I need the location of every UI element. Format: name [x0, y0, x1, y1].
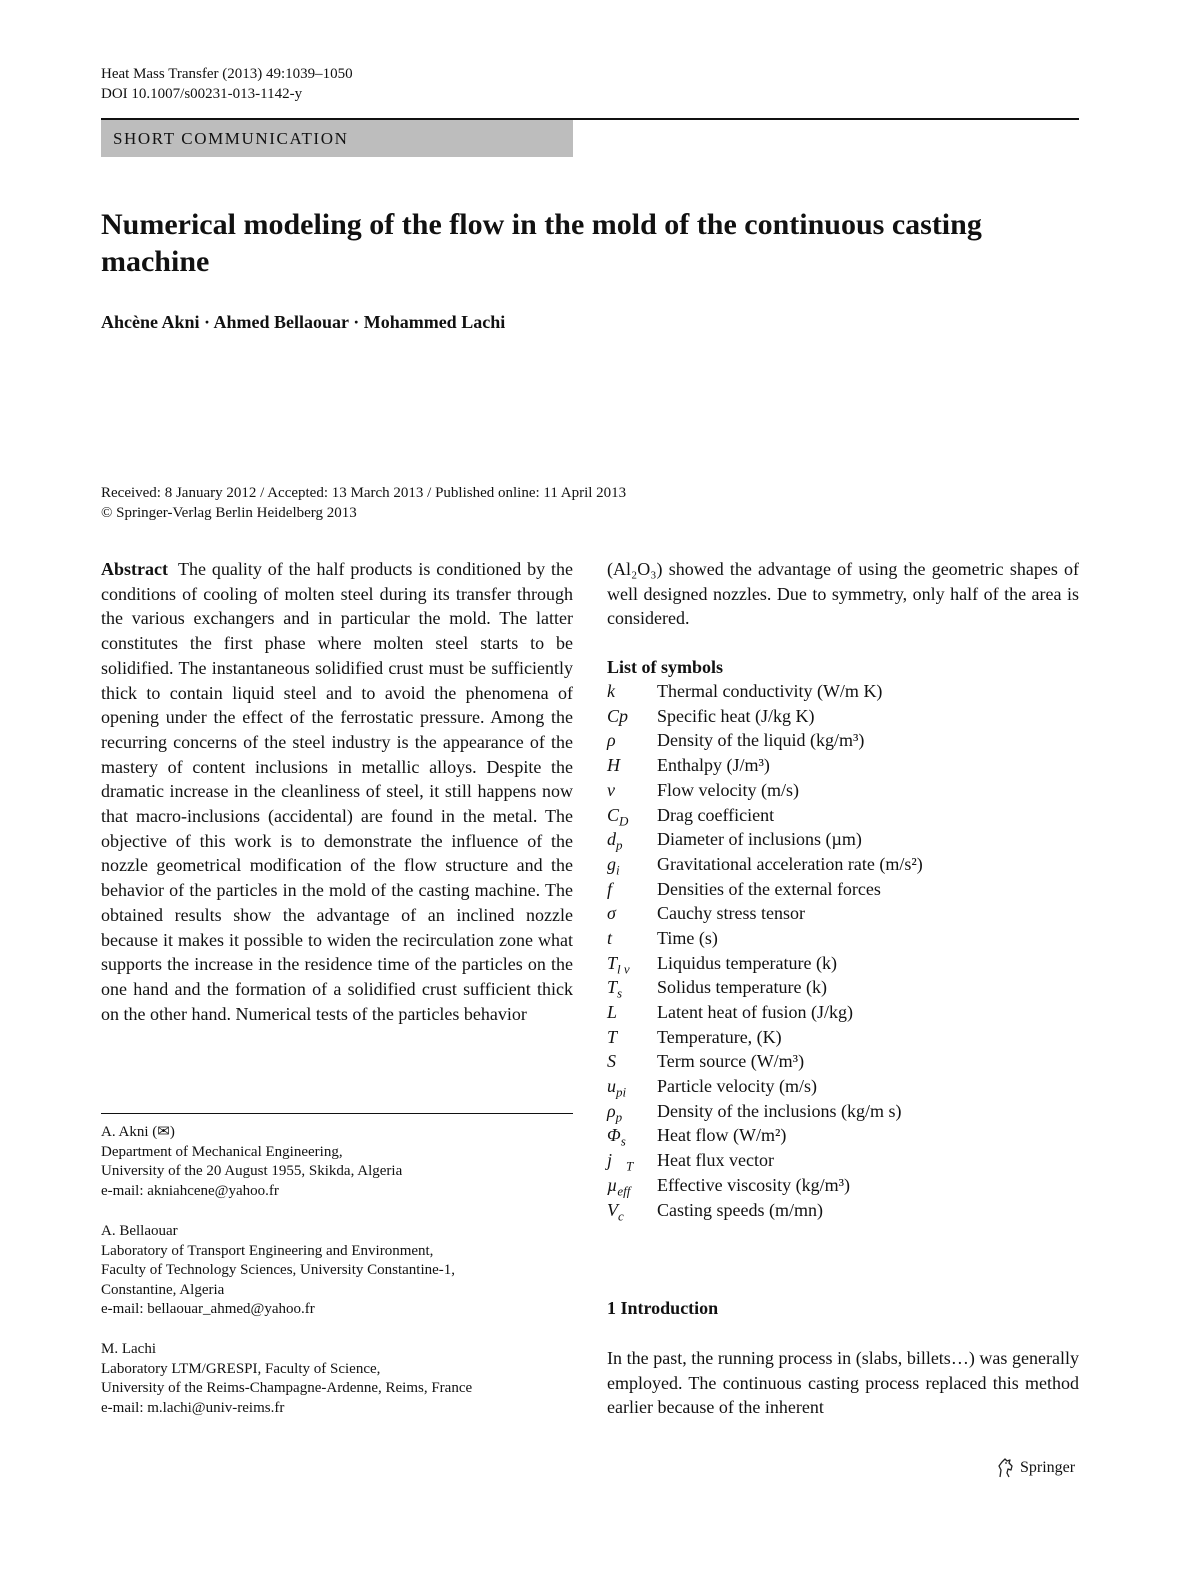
symbol-description: Casting speeds (m/mn): [657, 1199, 823, 1220]
symbol: t: [607, 927, 613, 948]
symbol: $d_p$: [607, 829, 623, 853]
symbol: $C_D$: [607, 804, 629, 829]
symbol-description: Diameter of inclusions (µm): [657, 829, 862, 850]
affiliation-line: Constantine, Algeria: [101, 1281, 225, 1298]
email-link[interactable]: e-mail: akniahcene@yahoo.fr: [101, 1182, 279, 1199]
symbol-row: [607, 1025, 1079, 1050]
affiliation-lachi: [101, 1340, 573, 1418]
symbol-description: Thermal conductivity (W/m K): [657, 681, 883, 702]
journal-line: Heat Mass Transfer (2013) 49:1039–1050: [101, 66, 353, 82]
symbol: v⃗: [607, 779, 629, 800]
affiliation-akni: [101, 1123, 573, 1201]
symbol: Cp: [607, 705, 629, 726]
symbol: $V_c$: [607, 1199, 624, 1224]
symbol-description: Heat flow (W/m²): [657, 1125, 787, 1146]
email-link[interactable]: e-mail: m.lachi@univ-reims.fr: [101, 1399, 285, 1416]
affiliation-name: A. Bellaouar: [101, 1223, 178, 1239]
abstract-label: Abstract: [101, 559, 168, 579]
symbol-description: Effective viscosity (kg/m³): [657, 1174, 851, 1195]
symbol-row: [607, 926, 1079, 951]
symbol-description: Drag coefficient: [657, 804, 775, 825]
symbol-row: [607, 1000, 1079, 1025]
symbol-row: [607, 901, 1079, 926]
symbol-row: [607, 1074, 1079, 1099]
symbol-row: [607, 975, 1079, 1000]
symbol-row: [607, 1049, 1079, 1074]
symbol: µ$_{eff}$: [607, 1174, 631, 1199]
publisher-name: Springer: [1020, 1459, 1076, 1476]
symbol-description: Heat flux vector: [657, 1150, 774, 1171]
footnote-rule: [101, 1113, 573, 1114]
symbol-description: Latent heat of fusion (J/kg): [657, 1002, 853, 1023]
symbol-row: [607, 1173, 1079, 1198]
journal-reference: [101, 64, 353, 104]
publication-dates: [101, 483, 626, 523]
symbol-description: Enthalpy (J/m³): [657, 755, 770, 776]
publisher-logo: [997, 1458, 1075, 1478]
history-line: Received: 8 January 2012 / Accepted: 13 March 2013 / Published online: 11 April 2013: [101, 485, 627, 501]
introduction-section: [607, 1346, 1079, 1420]
symbol: $\rho_p$: [607, 1100, 623, 1125]
symbol-row: [607, 1148, 1079, 1173]
symbol-description: Density of the inclusions (kg/m s): [657, 1100, 902, 1121]
symbol-description: Liquidus temperature (k): [657, 952, 837, 973]
symbol: L: [607, 1002, 618, 1023]
symbol-description: Specific heat (J/kg K): [657, 705, 815, 726]
symbol: S: [607, 1051, 616, 1072]
symbol-description: Term source (W/m³): [657, 1051, 805, 1072]
symbol-description: Cauchy stress tensor: [657, 903, 805, 924]
symbol-row: [607, 753, 1079, 778]
abstract-paragraph: [101, 557, 573, 1026]
affiliation-line: Faculty of Technology Sciences, University Constantine-1,: [101, 1262, 456, 1279]
symbol-description: Densities of the external forces: [657, 878, 881, 899]
article-title: Numerical modeling of the flow in the mold of the continuous casting machine: [101, 208, 982, 278]
symbol-description: Density of the liquid (kg/m³): [657, 730, 865, 751]
symbol-description: Solidus temperature (k): [657, 977, 827, 998]
symbol: $g_i$: [607, 853, 620, 878]
symbol-row: [607, 679, 1079, 704]
right-column: [607, 557, 1079, 1222]
affiliation-name: M. Lachi: [101, 1341, 156, 1357]
springer-horse-icon: [997, 1458, 1015, 1478]
section-type-banner: SHORT COMMUNICATION: [101, 120, 573, 157]
affiliation-line: Laboratory of Transport Engineering and Environment,: [101, 1242, 434, 1259]
symbol: $T_s$: [607, 977, 623, 1001]
symbol-row: [607, 1123, 1079, 1148]
symbol-row: [607, 877, 1079, 902]
affiliation-bellaouar: [101, 1222, 573, 1320]
symbol-description: Particle velocity (m/s): [657, 1076, 817, 1097]
symbol-description: Temperature, (K): [657, 1026, 782, 1047]
symbol: σ: [607, 903, 616, 924]
symbol: $j⃗_T$: [607, 1150, 634, 1174]
email-link[interactable]: e-mail: bellaouar_ahmed@yahoo.fr: [101, 1301, 315, 1318]
abstract-section: [101, 557, 573, 1026]
symbol: k: [607, 681, 615, 702]
symbol-row: [607, 778, 1079, 803]
symbol-description: Flow velocity (m/s): [657, 779, 799, 800]
symbol: $\Phi_s$: [607, 1125, 626, 1150]
symbol-row: [607, 951, 1079, 976]
symbol-description: Gravitational acceleration rate (m/s²): [657, 853, 923, 874]
author-list: Ahcène Akni · Ahmed Bellaouar · Mohammed Lachi: [101, 312, 506, 332]
abstract-text: The quality of the half products is conditioned by the conditions of cooling of molten steel during its transfer through the various exchangers and in particular the mold. The latter constitutes the first phase where molten steel starts to be solidified. The instantaneous solidified crust must be sufficiently thick to contain liquid steel and to avoid the phenomena of opening under the effect of the ferrostatic pressure. Among the recurring concerns of the steel industry is the appearance of the mastery of content inclusions in metallic alloys. Despite the dramatic increase in the cleanliness of steel, it still happens now that macro-inclusions (accidental) are found in the metal. The objective of this work is to demonstrate the influence of the nozzle geometrical modification of the flow structure and the behavior of the particles in the mold of the casting machine. The obtained results show the advantage of an inclined nozzle because it makes it possible to widen the recirculation zone what supports the increase in the residence time of the particles on the one hand and the formation of a solidified crust sufficient thick on the other hand. Numerical tests of the particles behavior: [101, 559, 573, 1024]
affiliation-line: University of the 20 August 1955, Skikda, Algeria: [101, 1163, 403, 1180]
doi-line: DOI 10.1007/s00231-013-1142-y: [101, 86, 303, 102]
copyright-line: © Springer-Verlag Berlin Heidelberg 2013: [101, 505, 357, 521]
symbol: T: [607, 1026, 618, 1047]
symbol-row: [607, 1099, 1079, 1124]
symbol-row: [607, 704, 1079, 729]
symbol-row: [607, 827, 1079, 852]
symbol-row: [607, 852, 1079, 877]
affiliation-name: A. Akni (✉): [101, 1124, 175, 1140]
introduction-paragraph: In the past, the running process in (slabs, billets…) was generally employed. The continuous casting process replaced this method earlier because of the inherent: [607, 1348, 1079, 1418]
symbol-row: [607, 1198, 1079, 1223]
affiliation-line: Laboratory LTM/GRESPI, Faculty of Science,: [101, 1360, 381, 1377]
symbol: H: [607, 755, 620, 776]
symbols-heading: List of symbols: [607, 657, 724, 678]
symbol: f⃗: [607, 878, 627, 899]
section-heading-introduction: 1 Introduction: [607, 1298, 719, 1318]
symbol: $u_{pi}$: [607, 1076, 627, 1100]
abstract-continuation: (Al₂O₃) showed the advantage of using the geometric shapes of well designed nozzles. Due to symmetry, only half of the area is considered.: [607, 559, 1079, 629]
symbol-description: Time (s): [657, 927, 718, 948]
affiliation-line: Department of Mechanical Engineering,: [101, 1143, 343, 1160]
symbol: $T_{l v}$: [607, 952, 630, 977]
symbol: ρ: [607, 730, 616, 751]
symbol-row: [607, 728, 1079, 753]
symbol-row: [607, 803, 1079, 828]
affiliation-line: University of the Reims-Champagne-Ardenne, Reims, France: [101, 1380, 473, 1397]
symbol-list: [607, 679, 1079, 1222]
